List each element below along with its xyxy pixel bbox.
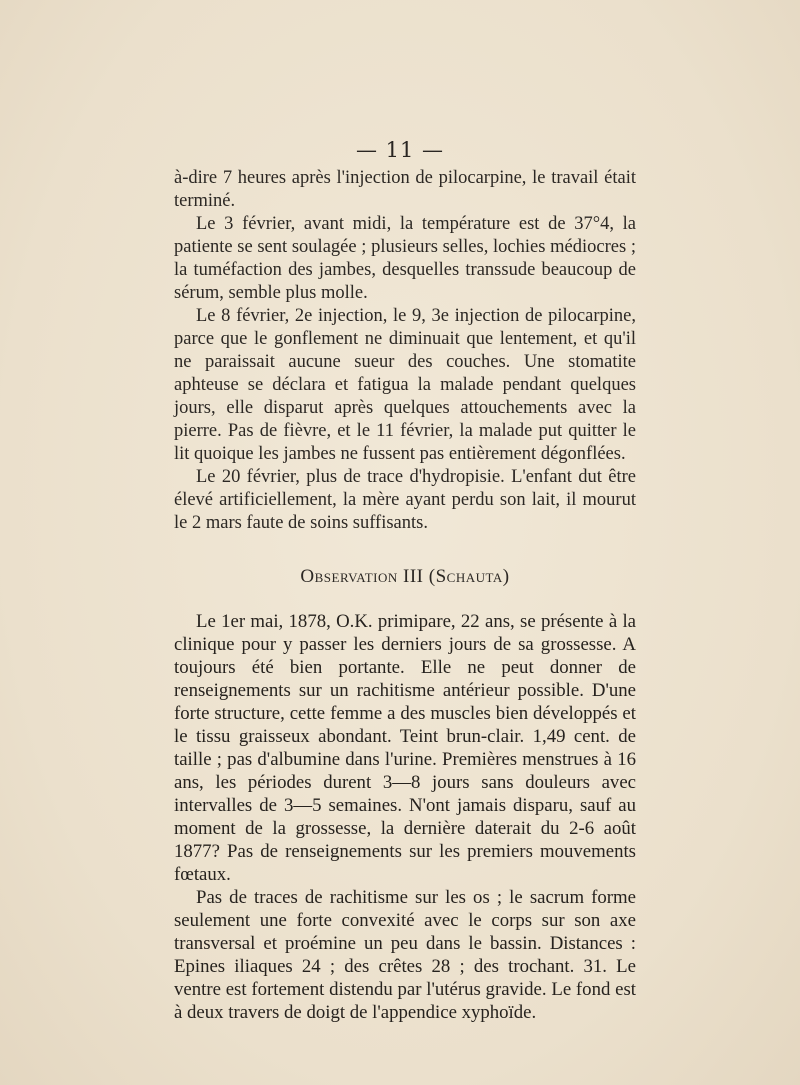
observation-paragraph-1: Le 1er mai, 1878, O.K. primipare, 22 ans, se présente à la clinique pour y passer les derniers jours de sa grossesse. A toujours été bien portante. Elle ne peut donner de renseignements sur un rachitisme antérieur possible. D'une forte structure, cette femme a des muscles bien développés et le tissu graisseux abondant. Teint brun-clair. 1,49 cent. de taille ; pas d'albumine dans l'urine. Premières menstrues à 16 ans, les périodes durent 3—8 jours sans douleurs avec intervalles de 3—5 semaines. N'ont jamais disparu, sauf au moment de la grossesse, la dernière daterait du 2-6 août 1877? Pas de renseignements sur les premiers mouvements fœtaux. (174, 611, 636, 885)
paragraph-2: Le 3 février, avant midi, la température est de 37°4, la patiente se sent soulagée ; plusieurs selles, lochies médiocres ; la tuméfaction des jambes, desquelles transsude beaucoup de sérum, semble plus molle. (174, 214, 636, 303)
page-number: — 11 — (355, 138, 445, 162)
observation-heading: Observation III (Schauta) (300, 566, 510, 587)
body-text (174, 167, 636, 1024)
observation-paragraph-2: Pas de traces de rachitisme sur les os ; le sacrum forme seulement une forte convexité avec le corps sur son axe transversal et proémine un peu dans le bassin. Distances : Epines iliaques 24 ; des crêtes 28 ; des trochant. 31. Le ventre est fortement distendu par l'utérus gravide. Le fond est à deux travers de doigt de l'appendice xyphoïde. (174, 887, 636, 1023)
paragraph-3: Le 8 février, 2e injection, le 9, 3e injection de pilocarpine, parce que le gonflement ne diminuait que lentement, et qu'il ne paraissait aucune sueur des couches. Une stomatite aphteuse se déclara et fatigua la malade pendant quelques jours, elle disparut après quelques attouchements avec la pierre. Pas de fièvre, et le 11 février, la malade put quitter le lit quoique les jambes ne fussent pas entièrement dégonflées. (174, 306, 636, 464)
paragraph-1: à-dire 7 heures après l'injection de pilocarpine, le travail était terminé. (174, 168, 636, 211)
paragraph-4: Le 20 février, plus de trace d'hydropisie. L'enfant dut être élevé artificiellement, la mère ayant perdu son lait, il mourut le 2 mars faute de soins suffisants. (174, 467, 636, 533)
